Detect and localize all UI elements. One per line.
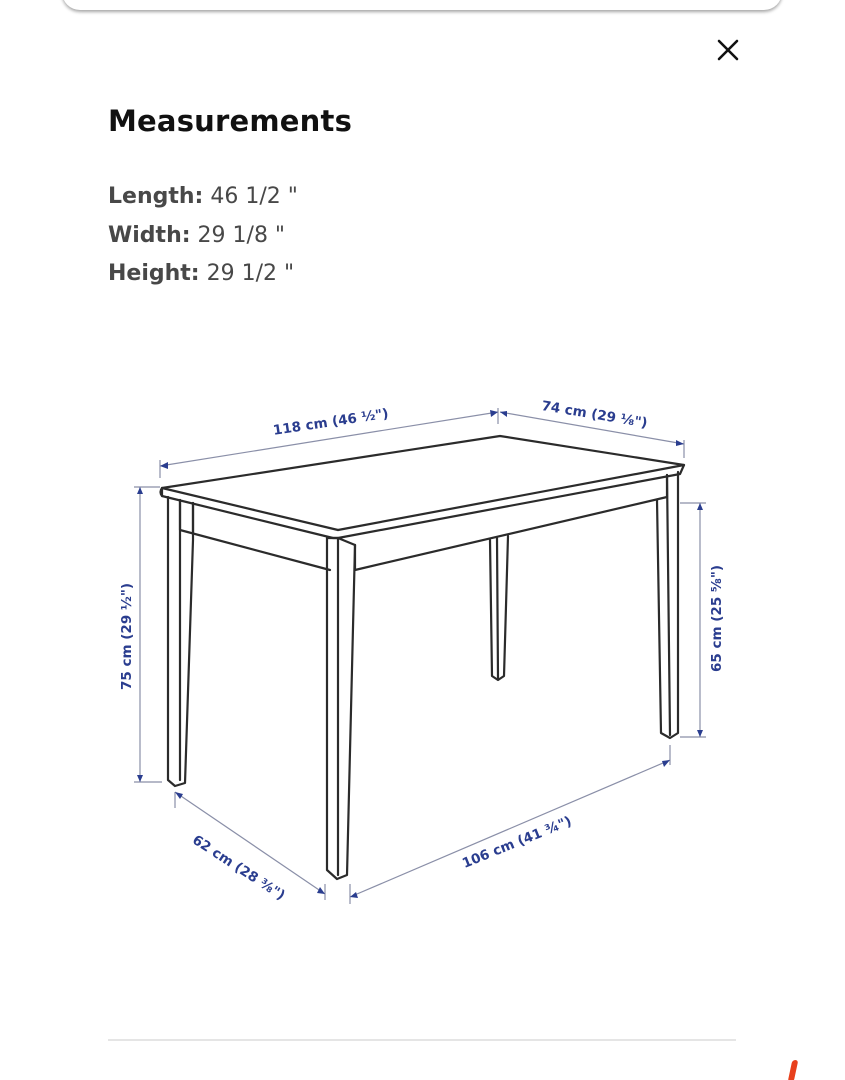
- dimension-leg-depth-label: 62 cm (28 ⅜"): [189, 832, 288, 904]
- dimension-apron-height-label: 65 cm (25 ⅝"): [709, 564, 725, 672]
- dimension-height-label: 75 cm (29 ½"): [119, 582, 135, 690]
- dimension-length-label: 118 cm (46 ½"): [272, 405, 390, 439]
- dimension-leg-length-label: 106 cm (41 ¾"): [460, 813, 574, 872]
- spec-label: Width:: [108, 222, 191, 248]
- spec-value: 29 1/8 ": [197, 222, 286, 248]
- table-drawing: [161, 436, 685, 879]
- divider: [108, 1039, 736, 1041]
- spec-value: 29 1/2 ": [206, 261, 295, 286]
- spec-value: 46 1/2 ": [210, 184, 298, 209]
- page-title: Measurements: [108, 104, 353, 138]
- dimension-width-label: 74 cm (29 ⅛"): [540, 398, 649, 432]
- spec-label: Length:: [108, 184, 204, 209]
- spec-label: Height:: [108, 261, 200, 286]
